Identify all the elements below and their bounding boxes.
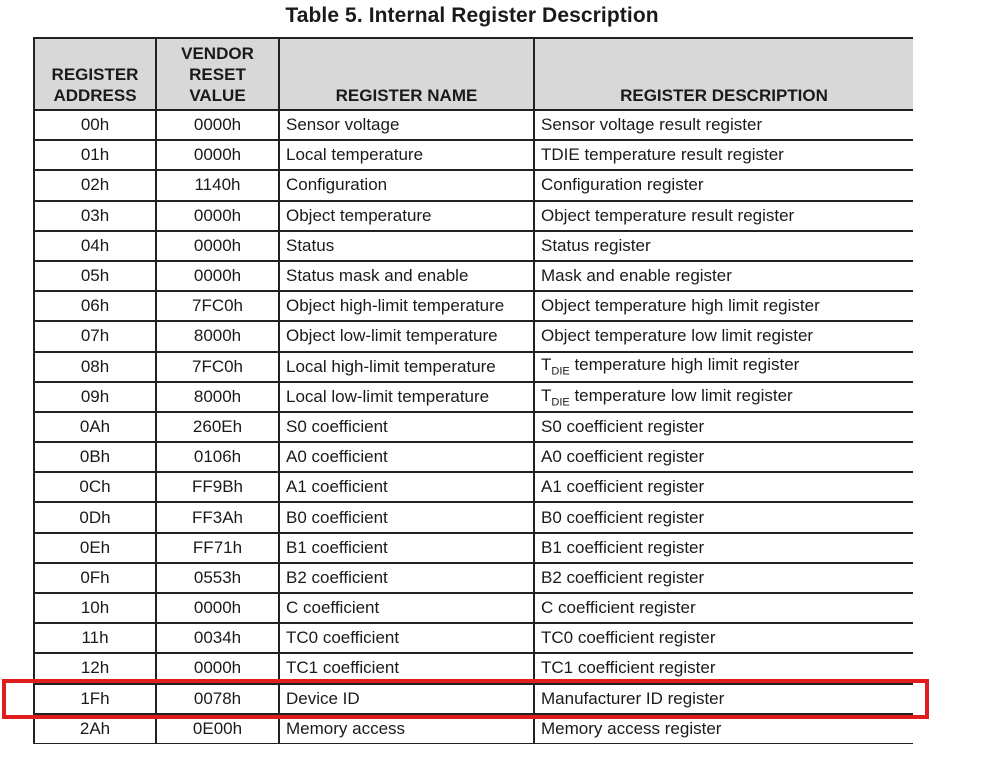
cell-reset-value: 260Eh [156,412,279,442]
cell-register-description: Status register [534,231,913,261]
table-row [34,170,913,200]
cell-register-name: Configuration [279,170,534,200]
cell-register-description: B1 coefficient register [534,533,913,563]
table-body [34,110,913,744]
cell-register-description: B2 coefficient register [534,563,913,593]
desc-subscript: DIE [551,395,570,408]
cell-register-description: Manufacturer ID register [534,684,913,714]
cell-register-address: 02h [34,170,156,200]
cell-register-address: 0Eh [34,533,156,563]
table-row [34,593,913,623]
cell-register-name: Status mask and enable [279,261,534,291]
table-row [34,382,913,412]
table-title: Table 5. Internal Register Description [285,4,659,27]
cell-reset-value: 0078h [156,684,279,714]
cell-register-address: 04h [34,231,156,261]
cell-reset-value: 0000h [156,593,279,623]
table-row [34,412,913,442]
cell-register-description: TDIE temperature result register [534,140,913,170]
cell-reset-value: 8000h [156,382,279,412]
cell-register-address: 06h [34,291,156,321]
table-row [34,291,913,321]
cell-register-description [534,352,913,382]
cell-register-name: Object high-limit temperature [279,291,534,321]
cell-register-name: Sensor voltage [279,110,534,140]
table-row [34,261,913,291]
cell-reset-value: 0000h [156,140,279,170]
cell-register-description: TC1 coefficient register [534,653,913,683]
cell-reset-value: 0553h [156,563,279,593]
cell-register-description: TC0 coefficient register [534,623,913,653]
cell-register-description [534,382,913,412]
cell-register-address: 03h [34,201,156,231]
header-register-address: REGISTER ADDRESS [34,38,156,110]
cell-register-description: C coefficient register [534,593,913,623]
cell-reset-value: 0E00h [156,714,279,744]
cell-reset-value: 7FC0h [156,291,279,321]
cell-register-address: 08h [34,352,156,382]
cell-register-name: Local temperature [279,140,534,170]
cell-register-address: 10h [34,593,156,623]
table-row [34,140,913,170]
cell-reset-value: FF3Ah [156,502,279,532]
cell-register-address: 01h [34,140,156,170]
cell-register-address: 2Ah [34,714,156,744]
header-register-name: REGISTER NAME [279,38,534,110]
table-row [34,201,913,231]
cell-register-description: Configuration register [534,170,913,200]
table-row [34,684,913,714]
table-row [34,231,913,261]
cell-reset-value: 1140h [156,170,279,200]
cell-register-description: Object temperature result register [534,201,913,231]
cell-register-name: Device ID [279,684,534,714]
cell-register-name: Local low-limit temperature [279,382,534,412]
cell-register-address: 00h [34,110,156,140]
cell-reset-value: 0000h [156,231,279,261]
cell-register-name: Object temperature [279,201,534,231]
cell-register-name: B1 coefficient [279,533,534,563]
cell-register-description: S0 coefficient register [534,412,913,442]
cell-register-description: Memory access register [534,714,913,744]
cell-register-description: Mask and enable register [534,261,913,291]
cell-register-name: A1 coefficient [279,472,534,502]
cell-register-address: 09h [34,382,156,412]
cell-reset-value: 0000h [156,261,279,291]
table-row [34,623,913,653]
cell-reset-value: 7FC0h [156,352,279,382]
cell-register-name: S0 coefficient [279,412,534,442]
cell-register-address: 1Fh [34,684,156,714]
cell-register-description: A1 coefficient register [534,472,913,502]
cell-reset-value: 0034h [156,623,279,653]
cell-reset-value: FF9Bh [156,472,279,502]
cell-register-name: A0 coefficient [279,442,534,472]
cell-register-address: 11h [34,623,156,653]
desc-prefix: T [541,355,552,375]
header-register-description: REGISTER DESCRIPTION [534,38,913,110]
table-row [34,321,913,351]
table-row [34,653,913,683]
cell-register-address: 12h [34,653,156,683]
table-row [34,502,913,532]
desc-subscript: DIE [551,365,570,378]
cell-register-name: Local high-limit temperature [279,352,534,382]
desc-prefix: T [541,385,552,405]
cell-register-name: C coefficient [279,593,534,623]
cell-register-name: Status [279,231,534,261]
cell-register-name: TC1 coefficient [279,653,534,683]
cell-register-address: 0Fh [34,563,156,593]
table-row [34,533,913,563]
cell-reset-value: 0000h [156,201,279,231]
cell-register-address: 0Bh [34,442,156,472]
cell-register-description: Object temperature high limit register [534,291,913,321]
table-row [34,472,913,502]
cell-register-name: B0 coefficient [279,502,534,532]
cell-register-description: B0 coefficient register [534,502,913,532]
table-row [34,442,913,472]
cell-reset-value: 0106h [156,442,279,472]
register-table-container [33,37,913,744]
register-table [33,37,913,744]
header-vendor-reset-value: VENDOR RESET VALUE [156,38,279,110]
cell-register-address: 07h [34,321,156,351]
table-header-row [34,38,913,110]
cell-reset-value: 0000h [156,110,279,140]
cell-reset-value: 8000h [156,321,279,351]
table-row [34,714,913,744]
cell-register-description: Sensor voltage result register [534,110,913,140]
cell-reset-value: 0000h [156,653,279,683]
cell-reset-value: FF71h [156,533,279,563]
desc-rest: temperature high limit register [569,355,800,375]
cell-register-name: Memory access [279,714,534,744]
cell-register-address: 0Ch [34,472,156,502]
table-row [34,563,913,593]
cell-register-description: A0 coefficient register [534,442,913,472]
cell-register-address: 0Ah [34,412,156,442]
table-row [34,352,913,382]
cell-register-address: 0Dh [34,502,156,532]
desc-rest: temperature low limit register [569,385,793,405]
cell-register-description: Object temperature low limit register [534,321,913,351]
cell-register-name: TC0 coefficient [279,623,534,653]
cell-register-name: B2 coefficient [279,563,534,593]
table-row [34,110,913,140]
cell-register-address: 05h [34,261,156,291]
cell-register-name: Object low-limit temperature [279,321,534,351]
